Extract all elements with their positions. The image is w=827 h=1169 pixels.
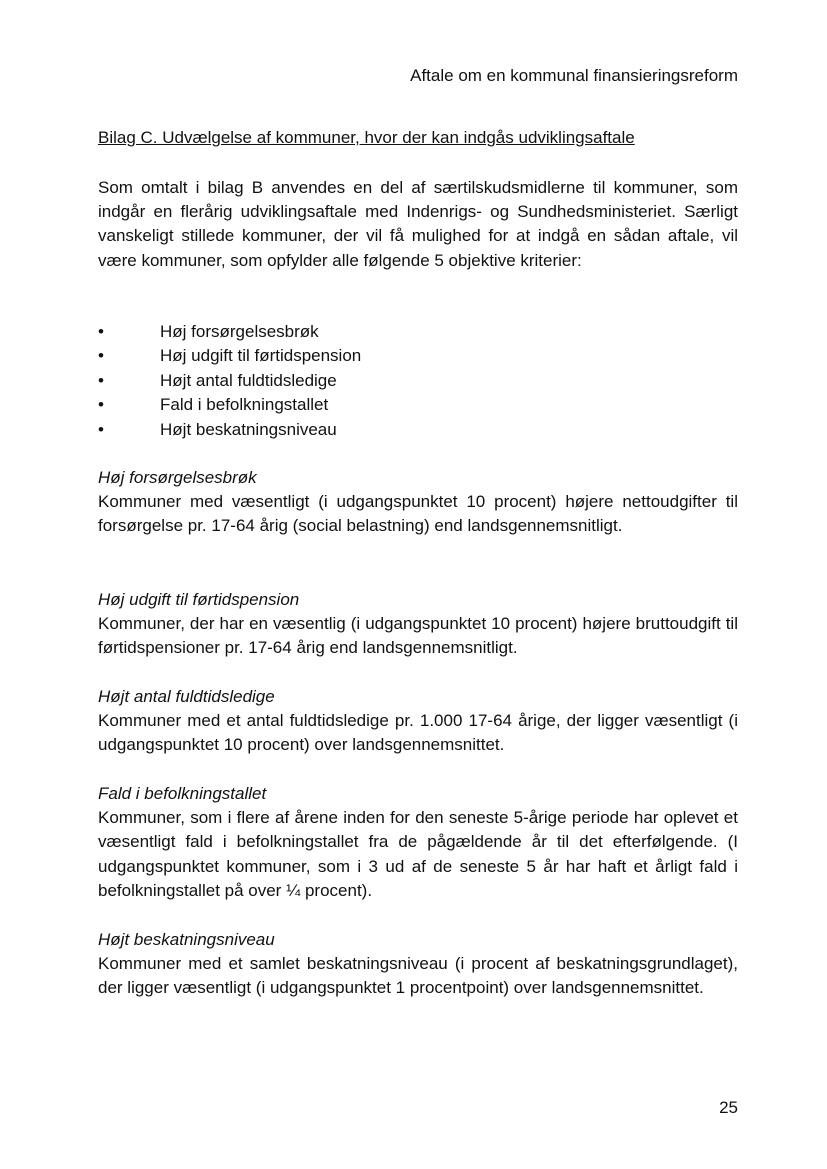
criteria-list xyxy=(98,320,738,442)
section-heading: Højt antal fuldtidsledige xyxy=(98,687,275,706)
bullet-marker: • xyxy=(98,419,104,439)
criteria-item-label: Højt antal fuldtidsledige xyxy=(160,370,337,390)
criteria-item-label: Høj forsørgelsesbrøk xyxy=(160,322,319,341)
section-body: Kommuner med et samlet beskatningsniveau (i procent af beskatningsgrundlaget), der ligger væsentligt (i udgangspunktet 1 procentpoint) over landsgennemsnittet. xyxy=(98,954,738,998)
criteria-item xyxy=(98,320,738,344)
section-heading: Fald i befolkningstallet xyxy=(98,784,267,803)
section-beskatningsniveau xyxy=(98,928,738,1001)
section-forsorgelsesbrok xyxy=(98,466,738,539)
intro-paragraph: Som omtalt i bilag B anvendes en del af særtilskudsmidlerne til kommuner, som indgår en flerårig udviklingsaftale med Indenrigs- og Sundhedsministeriet. Særligt vanskeligt stillede kommuner, der vil få mulighed for at indgå en sådan aftale, vil være kommuner, som opfylder alle følgende 5 objektive kriterier: xyxy=(98,178,738,270)
bullet-marker: • xyxy=(98,370,104,390)
appendix-title: Bilag C. Udvælgelse af kommuner, hvor der kan indgås udviklingsaftale xyxy=(98,128,635,147)
section-body: Kommuner, der har en væsentlig (i udgangspunktet 10 procent) højere bruttoudgift til førtidspensioner pr. 17-64 årig end landsgennemsnitligt. xyxy=(98,614,738,658)
criteria-item xyxy=(98,393,738,417)
page-number: 25 xyxy=(719,1098,738,1117)
criteria-item xyxy=(98,369,738,393)
section-fuldtidsledige xyxy=(98,685,738,758)
criteria-item xyxy=(98,344,738,368)
criteria-item xyxy=(98,418,738,442)
section-body: Kommuner, som i flere af årene inden for den seneste 5-årige periode har oplevet et væsentligt fald i befolkningstallet fra de pågældende år til det efterfølgende. (I udgangspunktet kommuner, som i 3 ud af de seneste 5 år har haft et årligt fald i befolkningstallet på over ¼ procent). xyxy=(98,808,738,900)
section-fortidspension xyxy=(98,588,738,661)
bullet-marker: • xyxy=(98,395,104,415)
bullet-marker: • xyxy=(98,346,104,366)
bullet-marker: • xyxy=(98,322,104,341)
section-heading: Højt beskatningsniveau xyxy=(98,930,275,949)
section-heading: Høj udgift til førtidspension xyxy=(98,590,300,609)
section-body: Kommuner med et antal fuldtidsledige pr. 1.000 17-64 årige, der ligger væsentligt (i udgangspunktet 10 procent) over landsgennemsnittet. xyxy=(98,711,738,755)
section-befolkningstallet xyxy=(98,782,738,903)
document-page xyxy=(98,0,738,1169)
running-header: Aftale om en kommunal finansieringsreform xyxy=(410,66,738,85)
criteria-item-label: Høj udgift til førtidspension xyxy=(160,346,362,366)
criteria-item-label: Fald i befolkningstallet xyxy=(160,395,329,415)
section-body: Kommuner med væsentligt (i udgangspunktet 10 procent) højere nettoudgifter til forsørgelse pr. 17-64 årig (social belastning) end landsgennemsnitligt. xyxy=(98,492,738,536)
criteria-item-label: Højt beskatningsniveau xyxy=(160,419,337,439)
section-heading: Høj forsørgelsesbrøk xyxy=(98,468,257,487)
